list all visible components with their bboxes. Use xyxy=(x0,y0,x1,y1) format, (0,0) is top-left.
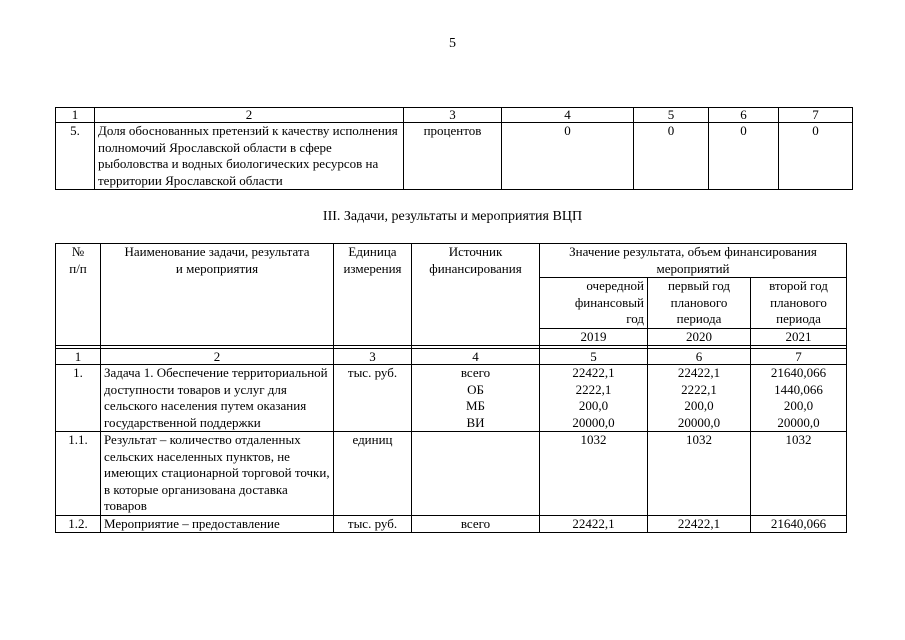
row-number: 5. xyxy=(56,123,95,190)
tasks-results-table xyxy=(55,243,847,533)
row-value-2021: 21640,066 1440,066 200,0 20000,0 xyxy=(751,365,847,432)
table-row xyxy=(56,123,853,190)
col-number: 4 xyxy=(502,108,634,123)
indicator-value: 0 xyxy=(709,123,779,190)
row-source xyxy=(412,432,540,516)
indicator-value: 0 xyxy=(779,123,853,190)
header-num: № п/п xyxy=(56,244,101,346)
row-name: Мероприятие – предоставление xyxy=(101,515,334,533)
row-value-2020: 22422,1 2222,1 200,0 20000,0 xyxy=(648,365,751,432)
row-value-2019: 22422,1 2222,1 200,0 20000,0 xyxy=(540,365,648,432)
table-row xyxy=(56,432,847,516)
header-year: 2020 xyxy=(648,328,751,346)
row-source: всего xyxy=(412,515,540,533)
indicator-unit: процентов xyxy=(404,123,502,190)
row-unit: единиц xyxy=(334,432,412,516)
col-number: 2 xyxy=(101,349,334,365)
col-number: 5 xyxy=(540,349,648,365)
row-name: Результат – количество отдаленных сельских населенных пунктов, не имеющих стационарной торговой точки, в которые организована доставка товаров xyxy=(101,432,334,516)
row-value-2019: 1032 xyxy=(540,432,648,516)
col-number: 3 xyxy=(404,108,502,123)
col-number: 7 xyxy=(751,349,847,365)
row-number: 1.2. xyxy=(56,515,101,533)
header-value-group: Значение результата, объем финансирования мероприятий xyxy=(540,244,847,278)
section-title: III. Задачи, результаты и мероприятия ВЦП xyxy=(322,209,583,224)
col-number: 4 xyxy=(412,349,540,365)
row-value-2021: 1032 xyxy=(751,432,847,516)
row-unit: тыс. руб. xyxy=(334,515,412,533)
header-year-label: очередной финансовый год xyxy=(540,278,648,329)
indicator-name: Доля обоснованных претензий к качеству исполнения полномочий Ярославской области в сфере рыболовства и водных биологических ресурсов на территории Ярославской области xyxy=(95,123,404,190)
col-number: 5 xyxy=(634,108,709,123)
indicators-table-continued xyxy=(55,107,853,190)
col-number: 2 xyxy=(95,108,404,123)
row-value-2021: 21640,066 xyxy=(751,515,847,533)
header-row xyxy=(56,244,847,278)
header-year: 2019 xyxy=(540,328,648,346)
header-year-label: второй год планового периода xyxy=(751,278,847,329)
page-number: 5 xyxy=(449,36,456,51)
row-number: 1. xyxy=(56,365,101,432)
header-year-label: первый год планового периода xyxy=(648,278,751,329)
indicator-value: 0 xyxy=(634,123,709,190)
row-source: всего ОБ МБ ВИ xyxy=(412,365,540,432)
row-value-2020: 1032 xyxy=(648,432,751,516)
header-unit: Единица измерения xyxy=(334,244,412,346)
table-row xyxy=(56,365,847,432)
col-number: 1 xyxy=(56,349,101,365)
header-source: Источник финансирования xyxy=(412,244,540,346)
header-year: 2021 xyxy=(751,328,847,346)
row-unit: тыс. руб. xyxy=(334,365,412,432)
table-row xyxy=(56,515,847,533)
row-number: 1.1. xyxy=(56,432,101,516)
row-value-2020: 22422,1 xyxy=(648,515,751,533)
col-number: 6 xyxy=(709,108,779,123)
col-number: 7 xyxy=(779,108,853,123)
col-number: 6 xyxy=(648,349,751,365)
column-number-row xyxy=(56,108,853,123)
indicator-value: 0 xyxy=(502,123,634,190)
column-number-row xyxy=(56,349,847,365)
row-value-2019: 22422,1 xyxy=(540,515,648,533)
row-name: Задача 1. Обеспечение территориальной доступности товаров и услуг для сельского населения путем оказания государственной поддержки xyxy=(101,365,334,432)
col-number: 1 xyxy=(56,108,95,123)
header-name: Наименование задачи, результата и мероприятия xyxy=(101,244,334,346)
col-number: 3 xyxy=(334,349,412,365)
